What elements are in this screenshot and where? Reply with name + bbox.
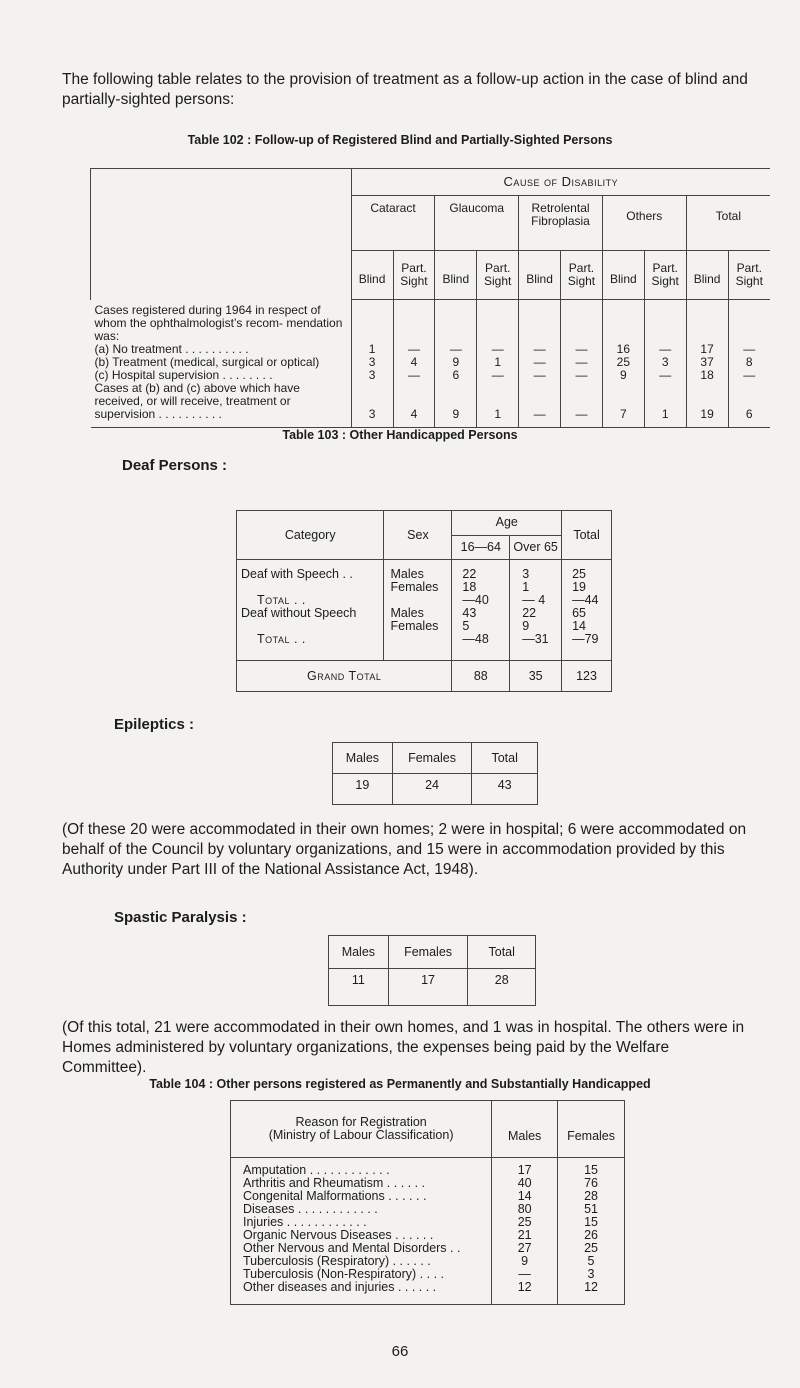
sub-header-part-sight: Part. Sight [393,251,435,300]
cell: 21 [492,1229,558,1242]
males-header: Males [492,1101,558,1158]
category-cell: Deaf with Speech . . [237,560,384,582]
table-row [231,1281,625,1305]
cell: —48 [452,633,510,661]
table-104 [230,1100,625,1305]
cell: —79 [562,633,612,661]
reason-cell: Diseases . . . . . . . . . . . . [231,1203,492,1216]
cell: 123 [562,661,612,692]
females-header: Females [392,743,472,774]
cell: 3 [510,560,562,582]
cell: 3 [558,1268,625,1281]
total-header: Total [562,511,612,560]
page-number: 66 [391,1343,409,1360]
cell: 19 [686,382,728,428]
table-102-stub-header [91,169,352,300]
cell: 28 [468,969,536,1006]
cell: — [519,369,561,382]
cell: 8 [728,356,770,369]
age-header: Age [452,511,562,536]
table-102-intro-label: Cases registered during 1964 in respect of whom the ophthalmologist’s recom- mendation was: [94,302,343,343]
reason-cell: Arthritis and Rheumatism . . . . . . [231,1177,492,1190]
intro-paragraph: The following table relates to the provision of treatment as a follow-up action in the case of blind and partially-sighted persons: [62,71,748,108]
cell: 3 [644,356,686,369]
reason-cell: Other diseases and injuries . . . . . . [231,1281,492,1305]
reason-cell: Tuberculosis (Respiratory) . . . . . . [231,1255,492,1268]
cause-header-cataract: Cataract [351,196,435,251]
cell: — [393,369,435,382]
sub-header-part-sight: Part. Sight [644,251,686,300]
cell: 4 [393,356,435,369]
cell: 6 [728,382,770,428]
category-cell: Total . . [237,633,384,661]
table-row [329,969,536,1006]
row-label: (c) Hospital supervision . . . . . . . . [94,367,273,382]
cell: 25 [558,1242,625,1255]
cell: —44 [562,594,612,607]
males-header: Males [333,743,393,774]
cell: 1 [644,382,686,428]
cell: 3 [351,382,393,428]
cell: — [561,382,603,428]
sub-header-part-sight: Part. Sight [561,251,603,300]
category-cell: Deaf without Speech [237,607,384,620]
cell: 35 [510,661,562,692]
reason-cell: Congenital Malformations . . . . . . [231,1190,492,1203]
grand-total-row [237,661,612,692]
cell: 25 [602,356,644,369]
sex-cell: Males [384,560,452,582]
reason-cell: Injuries . . . . . . . . . . . . [231,1216,492,1229]
table-row [91,369,771,382]
cell: 76 [558,1177,625,1190]
cell: 17 [388,969,468,1006]
cell: 15 [558,1216,625,1229]
table-row [237,560,612,582]
table-104-caption: Table 104 : Other persons registered as Permanently and Substantially Handicapped [149,1077,651,1091]
reason-cell: Other Nervous and Mental Disorders . . [231,1242,492,1255]
cause-of-disability-header: Cause of Disability [351,169,770,196]
grand-total-label: Grand Total [237,661,452,692]
cell: 7 [602,382,644,428]
cell: 17 [492,1158,558,1178]
cell: 1 [510,581,562,594]
spastic-paralysis-note: (Of this total, 21 were accommodated in their own homes, and 1 was in hospital. The others were in Homes administered by voluntary organizations, the expenses being paid by the Welfare Committee). [62,1019,745,1076]
cell: — [519,356,561,369]
cell: 6 [435,369,477,382]
sex-cell: Females [384,581,452,594]
cell: — [477,343,519,356]
cell: 65 [562,607,612,620]
table-row [333,774,538,805]
cell: — [644,369,686,382]
cell: 28 [558,1190,625,1203]
reason-header [231,1101,492,1158]
sub-header-blind: Blind [602,251,644,300]
cell: 9 [602,369,644,382]
cell: 37 [686,356,728,369]
table-row [237,633,612,661]
category-cell: Total . . [237,594,384,607]
cell: 14 [492,1190,558,1203]
cell: 26 [558,1229,625,1242]
cell: 9 [435,382,477,428]
cell: 5 [452,620,510,633]
cell: 43 [452,607,510,620]
category-header: Category [237,511,384,560]
reason-cell: Tuberculosis (Non-Respiratory) . . . . [231,1268,492,1281]
total-header: Total [472,743,538,774]
cell: 40 [492,1177,558,1190]
table-103-caption: Table 103 : Other Handicapped Persons [282,428,518,442]
males-header: Males [329,936,389,969]
table-102-caption: Table 102 : Follow-up of Registered Blind and Partially-Sighted Persons [187,133,613,147]
cell: — [519,382,561,428]
cause-header-total: Total [686,196,770,251]
row-label: (a) No treatment . . . . . . . . . . [94,341,249,356]
table-103 [236,510,612,692]
cell: — [644,343,686,356]
cell: 22 [452,560,510,582]
cell: 19 [333,774,393,805]
cell: 9 [435,356,477,369]
age-over-65-header: Over 65 [510,535,562,560]
cell: 88 [452,661,510,692]
cell: 14 [562,620,612,633]
row-label: Cases at (b) and (c) above which have received, or will receive, treatment or supervision . . . . . . . . . . [91,382,352,428]
cell: 51 [558,1203,625,1216]
reason-header-line1: Reason for Registration [295,1115,427,1129]
cell: 27 [492,1242,558,1255]
total-header: Total [468,936,536,969]
cell: 15 [558,1158,625,1178]
cell: 80 [492,1203,558,1216]
cell: 1 [477,356,519,369]
reason-cell: Organic Nervous Diseases . . . . . . [231,1229,492,1242]
cell: 3 [351,356,393,369]
table-row [91,343,771,356]
deaf-persons-heading: Deaf Persons : [122,457,228,474]
table-row [231,1158,625,1178]
sub-header-blind: Blind [519,251,561,300]
spastic-paralysis-heading: Spastic Paralysis : [114,909,247,926]
epileptics-note: (Of these 20 were accommodated in their own homes; 2 were in hospital; 6 were accommodated on behalf of the Council by voluntary organizations, and 15 were in accommodation provided by this Authority under Part III of the National Assistance Act, 1948). [62,821,747,878]
sub-header-blind: Blind [686,251,728,300]
cell: 9 [510,620,562,633]
cell: 18 [452,581,510,594]
epileptics-table [332,742,538,805]
table-row [91,382,771,428]
cell: — [435,343,477,356]
epileptics-heading: Epileptics : [114,716,195,733]
sub-header-blind: Blind [435,251,477,300]
table-102 [90,168,770,428]
cell: —31 [510,633,562,661]
row-label: (b) Treatment (medical, surgical or optical) [94,354,320,369]
cell: 9 [492,1255,558,1268]
reason-header-line2: (Ministry of Labour Classification) [268,1128,454,1142]
cell: 5 [558,1255,625,1268]
cell: 17 [686,343,728,356]
cell: — [492,1268,558,1281]
sub-header-blind: Blind [351,251,393,300]
cell: 25 [492,1216,558,1229]
cell: — [561,343,603,356]
cell: 24 [392,774,472,805]
cell: 22 [510,607,562,620]
age-16-64-header: 16—64 [452,535,510,560]
sub-header-part-sight: Part. Sight [477,251,519,300]
females-header: Females [558,1101,625,1158]
females-header: Females [388,936,468,969]
cell: — [728,369,770,382]
cell: 25 [562,560,612,582]
cell: 3 [351,369,393,382]
spastic-paralysis-table [328,935,536,1006]
cell: 16 [602,343,644,356]
cause-header-retrolental: Retrolental Fibroplasia [519,196,603,251]
sex-cell: Males [384,607,452,620]
sub-header-part-sight: Part. Sight [728,251,770,300]
table-row [91,356,771,369]
cell: 1 [351,343,393,356]
cell: — [393,343,435,356]
cell: — [728,343,770,356]
reason-cell: Amputation . . . . . . . . . . . . [231,1158,492,1178]
cause-header-glaucoma: Glaucoma [435,196,519,251]
cell: 11 [329,969,389,1006]
cell: — [561,369,603,382]
cell: 4 [393,382,435,428]
cell: — 4 [510,594,562,607]
cell: —40 [452,594,510,607]
cell: 43 [472,774,538,805]
cell: — [519,343,561,356]
cell: — [477,369,519,382]
sex-header: Sex [384,511,452,560]
cause-header-others: Others [602,196,686,251]
cell: 12 [558,1281,625,1305]
cell: 12 [492,1281,558,1305]
cell: 18 [686,369,728,382]
sex-cell [384,633,452,661]
sex-cell: Females [384,620,452,633]
cell: 19 [562,581,612,594]
cell: 1 [477,382,519,428]
cell: — [561,356,603,369]
